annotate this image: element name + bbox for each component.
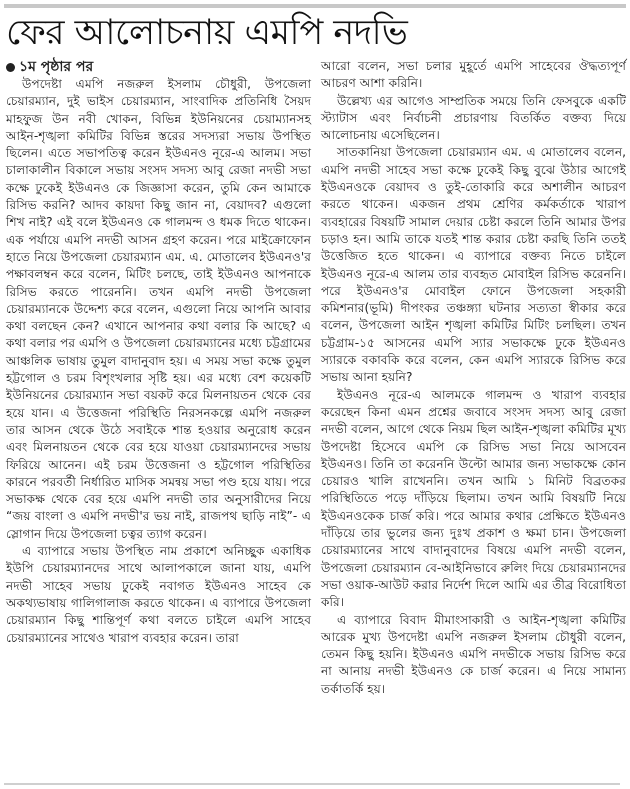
- paragraph: এ ব্যাপারে সভায় উপস্থিত নাম প্রকাশে অনিচ্ছুক একাধিক ইউপি চেয়ারম্যানদের সাথে আলাপকালে জানা যায়, এমপি নদভী সাহেব সভায় ঢুকেই নবাগত ইউএনও সাহেব কে অকথ্যভাষায় গালিগালাজ করতে থাকেন। এ ব্যাপারে উপজেলা চেয়ারম্যান কিছু শান্তিপূর্ণ কথা বলতে চাইলে এমপি সাহেব চেয়ারম্যানের সাথেও খারাপ ব্যবহার করেন। তারা: [6, 544, 311, 645]
- paragraph: আরো বলেন, সভা চলার মুহূর্তে এমপি সাহেবের ঔদ্ধত্যপূর্ণ আচরণ আশা করিনি।: [321, 59, 626, 91]
- bottom-rule: [4, 783, 620, 785]
- bullet-icon: [6, 63, 15, 72]
- paragraph: এ ব্যাপারে বিবাদ মীমাংসাকারী ও আইন-শৃঙ্খলা কমিটির আরেক মুখ্য উপদেষ্টা এমপি নজরুল ইসলাম চৌধুরী বলেন, তেমন কিছু হয়নি। ইউএনও এমপি নদভীকে সভায় রিসিভ করে না আনায় নদভী ইউএনও কে চার্জ করেন। এ নিয়ে সামান্য তর্কাতর্কি হয়।: [321, 612, 626, 696]
- paragraph: সাতকানিয়া উপজেলা চেয়ারম্যান এম. এ মোতালেব বলেন, এমপি নদভী সাহেব সভা কক্ষে ঢুকেই কিছু বুঝে উঠার আগেই ইউএনওকে বেয়াদব ও তুই-তোকারি করে অশালীন আচরণ করতে থাকেন। একজন প্রথম শ্রেণির কর্মকর্তাকে খারাপ ব্যবহারের বিষয়টি সামাল দেয়ার চেষ্টা করলে তিনি আমার উপর চড়াও হন। আমি তাকে যতই শান্ত করার চেষ্টা করছি তিনি ততই উত্তেজিত হতে থাকেন। এ ব্যাপারে বক্তব্য নিতে চাইলে ইউএনও নূরে-এ আলম তার ব্যবহৃত মোবাইল রিসিভ করেননি। পরে ইউএনও'র মোবাইল ফোনে উপজেলা সহকারী কমিশনার(ভূমি) দীপংকর তঞ্চঙ্গ্যা ঘটনার সত্যতা স্বীকার করে বলেন, উপজেলা আইন শৃঙ্খলা কমিটির মিটিং চলছিল। তখন চট্টগ্রাম-১৫ আসনের এমপি স্যার সভাকক্ষে ঢুকে ইউএনও স্যারকে বকাবকি করে বলেন, কেন এমপি স্যারকে রিসিভ করে সভায় আনা হয়নি?: [321, 145, 626, 385]
- top-rule: [4, 4, 626, 8]
- paragraph: উল্লেখ্য এর আগেও সাম্প্রতিক সময়ে তিনি ফেসবুকে একটি স্ট্যাটাস এবং নির্বাচনী প্রচারণায় বিতর্কিত বক্তব্য দিয়ে আলোচনায় এসেছিলেন।: [321, 93, 626, 143]
- paragraph: ইউএনও নূরে-এ আলমকে গালমন্দ ও খারাপ ব্যবহার করেছেন কিনা এমন প্রশ্নের জবাবে সংসদ সদস্য আবু রেজা নদভী বলেন, আগে থেকে নিয়ম ছিল আইন-শৃঙ্খলা কমিটির মূখ্য উপদেষ্টা হিসেবে এমপি কে রিসিভ সভা নিয়ে আসবেন ইউএনও। তিনি তা করেননি উল্টো আমার জন্য সভাকক্ষে কোন চেয়ারও খালি রাখেননি। তখন আমি ১ মিনিট বিব্রতকর পরিস্থিতিতে পড়ে দাঁড়িয়ে ছিলাম। তখন আমি বিষয়টি নিয়ে ইউএনওকেক চার্জ করি। পরে আমার কথার প্রেক্ষিতে ইউএনও দাঁড়িয়ে তার ভুলের জন্য দুঃখ প্রকাশ ও ক্ষমা চান। উপজেলা চেয়ারম্যানের সাথে বাদানুবাদের বিষয়ে এমপি নদভী বলেন, উপজেলা চেয়ারম্যান বে-আইনিভাবে রুলিং দিয়ে চেয়ারম্যানদের সভা ওয়াক-আউট করার নির্দেশ দিলে আমি এর তীব্র বিরোধিতা করি।: [321, 387, 626, 610]
- paragraph: উপদেষ্টা এমপি নজরুল ইসলাম চৌধুরী, উপজেলা চেয়ারম্যান, দুই ভাইস চেয়ারম্যান, সাংবাদিক প্রতিনিধি সৈয়দ মাহফুজ উন নবী খোকন, বিভিন্ন ইউনিয়নের চেয়াম্যানসহ আইন-শৃঙ্খলা কমিটির বিভিন্ন স্তরের সদস্যরা সভায় উপস্থিত ছিলেন। এতে সভাপতিত্ব করেন ইউএনও নূরে-এ আলম। সভা চালাকালীন বিকালে সভায় সংসদ সদস্য আবু রেজা নদভী সভা কক্ষে ঢুকেই ইউএনও কে জিজ্ঞাসা করেন, তুমি কেন আমাকে রিসিভ করনি? আদব কায়দা কিছু জান না, বেয়াদব? এগুলো শিখ নাই? এই বলে ইউএনও কে গালমন্দ ও ধমক দিতে থাকেন। এক পর্যায়ে এমপি নদভী আসন গ্রহণ করেন। পরে মাইক্রোফোন হাতে নিয়ে উপজেলা চেয়ারম্যান এম. এ. মোতালেব ইউএনও'র পক্ষাবলম্বন করে বলেন, মিটিং চলছে, তাই ইউএনও আপনাকে রিসিভ করতে পারেননি। তখন এমপি নদভী উপজেলা চেয়ারম্যানকে উদ্দেশ্য করে বলেন, এগুলো নিয়ে আপনি আবার কথা বলছেন কেন? এখানে আপনার কথা বলার কি আছে? এ কথা বলার পর এমপি ও উপজেলা চেয়ারম্যানের মধ্যে চট্টগ্রামের আঞ্চলিক ভাষায় তুমুল বাদানুবাদ হয়। এ সময় সভা কক্ষে তুমুল হট্টগোল ও চরম বিশৃংখলার সৃষ্টি হয়। এর মধ্যে বেশ কয়েকটি ইউনিয়নের চেয়ারম্যান সভা বয়কট করে মিলনায়তন থেকে বের হয়ে যান। এ উত্তেজনা পরিস্থিতি নিরসনকল্পে এমপি নজরুল তার আসন থেকে উঠে সবাইকে শান্ত হওয়ার অনুরোধ করেন এবং মিলনায়তন থেকে বের হয়ে যাওয়া চেয়ারম্যানদের সভায় ফিরিয়ে আনেন। এই চরম উত্তেজনা ও হট্টগোল পরিস্থিতির কারনে পরবর্তী নির্ধারিত মাসিক সমন্বয় সভা পণ্ড হয়ে যায়। পরে সভাকক্ষ থেকে বের হয়ে এমপি নদভী তার অনুসারীদের নিয়ে “জয় বাংলা ও এমপি নদভী'র ভয় নাই, রাজপথ ছাড়ি নাই”- এ স্লোগান দিয়ে উপজেলা চত্বর ত্যাগ করেন।: [6, 77, 311, 541]
- article-body: [6, 58, 626, 698]
- headline: ফের আলোচনায় এমপি নদভি: [6, 13, 408, 53]
- continuation-kicker: [6, 58, 311, 76]
- right-column: [321, 58, 626, 698]
- left-column: [6, 58, 311, 698]
- kicker-text: ১ম পৃষ্ঠার পর: [19, 59, 94, 75]
